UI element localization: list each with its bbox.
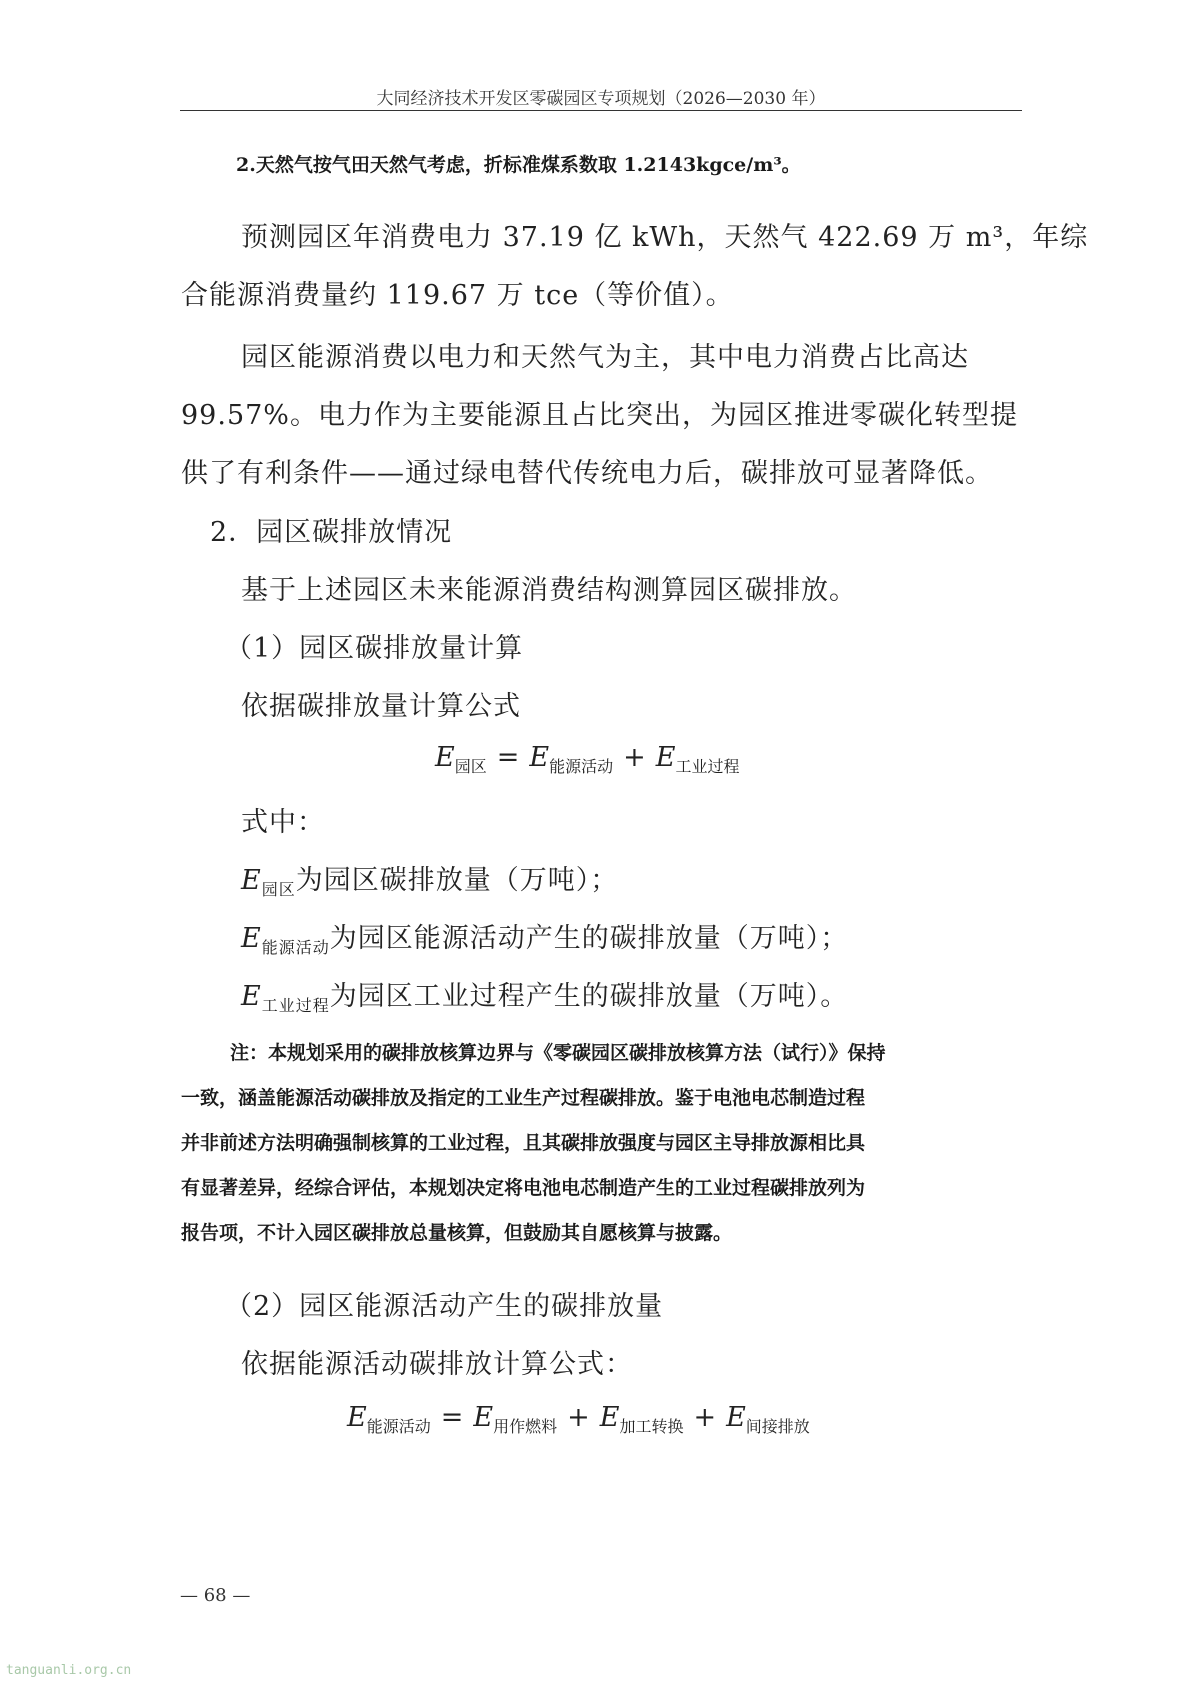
subsection-2-intro: 依据能源活动碳排放计算公式： bbox=[241, 1349, 633, 1380]
subsection-2-title: （2）园区能源活动产生的碳排放量 bbox=[225, 1291, 664, 1322]
header-rule bbox=[180, 110, 1022, 111]
page-number: — 68 — bbox=[180, 1585, 251, 1606]
definition-2-symbol: E bbox=[241, 923, 262, 954]
formula-2-equals: = bbox=[440, 1402, 464, 1433]
paragraph-structure-line-1: 园区能源消费以电力和天然气为主，其中电力消费占比高达 bbox=[241, 342, 969, 373]
definition-2-text: 为园区能源活动产生的碳排放量（万吨）； bbox=[329, 923, 849, 954]
formula-2-plus-2: + bbox=[693, 1402, 717, 1433]
subsection-1-intro: 依据碳排放量计算公式 bbox=[241, 691, 521, 722]
definition-3-sub: 工业过程 bbox=[261, 996, 330, 1015]
note-boundary-line-3: 并非前述方法明确强制核算的工业过程，且其碳排放强度与园区主导排放源相比具 bbox=[181, 1132, 866, 1154]
note-boundary-line-5: 报告项，不计入园区碳排放总量核算，但鼓励其自愿核算与披露。 bbox=[181, 1222, 733, 1244]
paragraph-consumption-line-1: 预测园区年消费电力 37.19 亿 kWh，天然气 422.69 万 m³，年综 bbox=[241, 222, 1089, 253]
formula-1-lhs-symbol: E bbox=[435, 742, 455, 773]
watermark-text: tanguanli.org.cn bbox=[6, 1663, 132, 1678]
definition-1-sub: 园区 bbox=[261, 880, 296, 899]
definition-3-text: 为园区工业过程产生的碳排放量（万吨）。 bbox=[329, 981, 849, 1012]
note-boundary-line-4: 有显著差异，经综合评估，本规划决定将电池电芯制造产生的工业过程碳排放列为 bbox=[181, 1177, 866, 1199]
formula-1-equals: = bbox=[496, 742, 520, 773]
formula-2-plus-1: + bbox=[567, 1402, 590, 1433]
formula-1-term-1-sub: 能源活动 bbox=[549, 757, 614, 776]
formula-2-term-1-symbol: E bbox=[473, 1402, 494, 1433]
where-label: 式中： bbox=[241, 807, 325, 838]
definition-park-emission bbox=[241, 858, 618, 900]
formula-energy-activity bbox=[347, 1402, 810, 1437]
note-boundary-line-2: 一致，涵盖能源活动碳排放及指定的工业生产过程碳排放。鉴于电池电芯制造过程 bbox=[181, 1087, 866, 1109]
formula-1-term-2-symbol: E bbox=[655, 742, 676, 773]
formula-2-lhs-symbol: E bbox=[347, 1402, 367, 1433]
formula-2-term-2-symbol: E bbox=[599, 1402, 620, 1433]
subsection-1-title: （1）园区碳排放量计算 bbox=[225, 633, 524, 664]
formula-2-term-2-sub: 加工转换 bbox=[619, 1417, 684, 1436]
definition-industrial-process bbox=[241, 974, 848, 1016]
section-2-title: 2．园区碳排放情况 bbox=[210, 517, 453, 548]
note-natural-gas: 2.天然气按气田天然气考虑，折标准煤系数取 1.2143kgce/m³。 bbox=[236, 154, 801, 176]
note-boundary-line-1: 注：本规划采用的碳排放核算边界与《零碳园区碳排放核算方法（试行）》保持 bbox=[230, 1042, 886, 1064]
formula-2-term-3-symbol: E bbox=[726, 1402, 746, 1433]
paragraph-consumption-line-2: 合能源消费量约 119.67 万 tce（等价值）。 bbox=[181, 280, 734, 311]
formula-1-lhs-sub: 园区 bbox=[454, 757, 487, 776]
formula-1-plus: + bbox=[623, 742, 646, 773]
running-header: 大同经济技术开发区零碳园区专项规划（2026—2030 年） bbox=[376, 89, 826, 109]
paragraph-structure-line-3: 供了有利条件——通过绿电替代传统电力后，碳排放可显著降低。 bbox=[181, 458, 993, 489]
formula-1-term-1-symbol: E bbox=[529, 742, 550, 773]
definition-1-symbol: E bbox=[241, 865, 262, 896]
formula-2-term-3-sub: 间接排放 bbox=[745, 1417, 810, 1436]
definition-1-text: 为园区碳排放量（万吨）； bbox=[295, 865, 619, 896]
paragraph-structure-line-2: 99.57%。电力作为主要能源且占比突出，为园区推进零碳化转型提 bbox=[181, 400, 1018, 431]
definition-energy-activity bbox=[241, 916, 848, 958]
formula-2-term-1-sub: 用作燃料 bbox=[493, 1417, 558, 1436]
section-2-intro: 基于上述园区未来能源消费结构测算园区碳排放。 bbox=[241, 575, 857, 606]
formula-2-lhs-sub: 能源活动 bbox=[366, 1417, 431, 1436]
definition-2-sub: 能源活动 bbox=[261, 938, 330, 957]
formula-1-term-2-sub: 工业过程 bbox=[675, 757, 740, 776]
formula-park-emission bbox=[435, 742, 739, 777]
definition-3-symbol: E bbox=[241, 981, 262, 1012]
